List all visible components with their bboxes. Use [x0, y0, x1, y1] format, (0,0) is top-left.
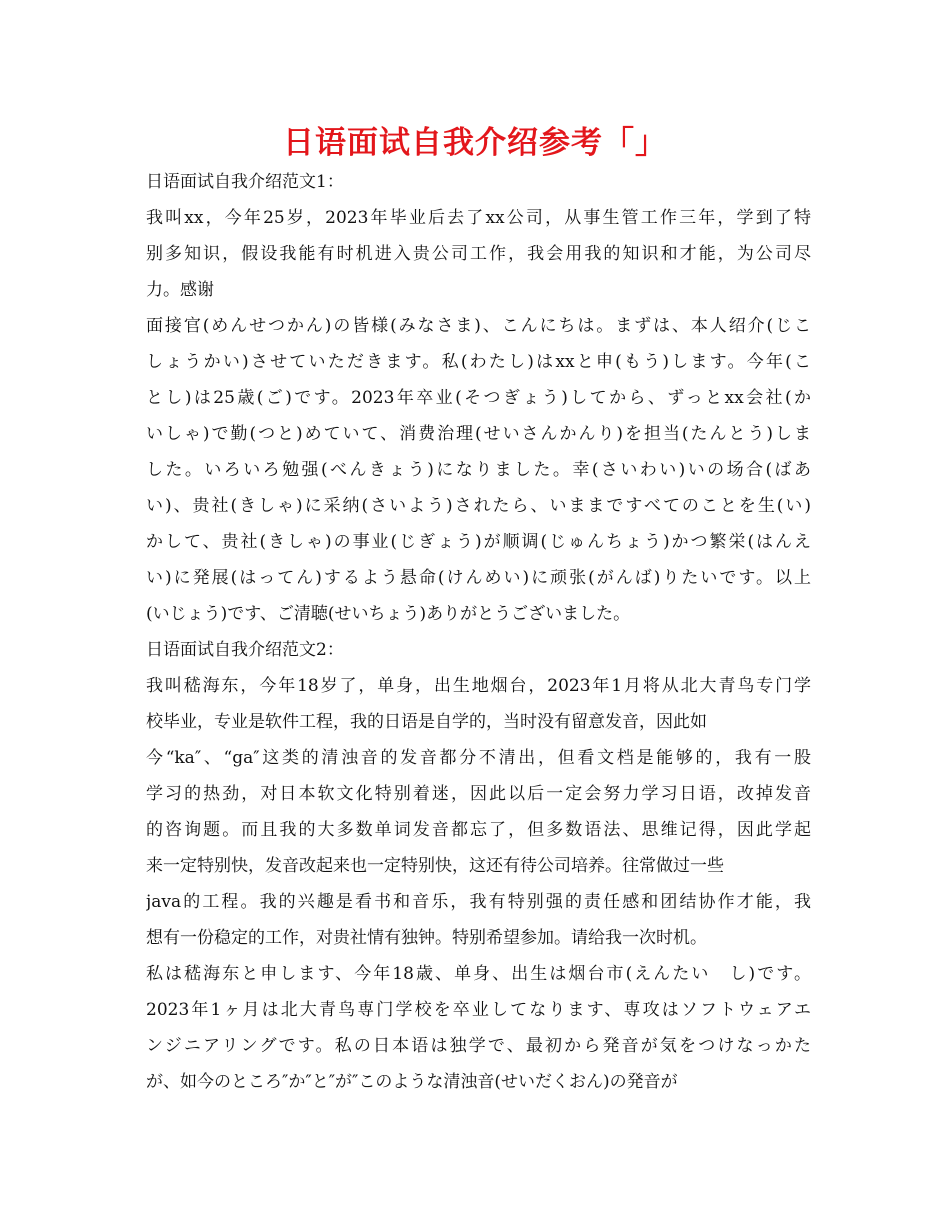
paragraph-line: しょうかい)させていただきます。私(わたし)はxxと申(もう)します。今年(こ — [146, 352, 811, 372]
paragraph-line: 今“ka″、“ga″这类的清浊音的发音都分不清出，但看文档是能够的，我有一股 — [146, 748, 811, 768]
section-heading-1: 日语面试自我介绍范文1： — [146, 172, 344, 192]
paragraph-line: 我叫xx，今年25岁，2023年毕业后去了xx公司，从事生管工作三年，学到了特 — [146, 208, 811, 228]
paragraph-line: 力。感谢 — [146, 280, 214, 300]
paragraph-line: 想有一份稳定的工作，对贵社情有独钟。特别希望参加。请给我一次时机。 — [146, 928, 707, 948]
paragraph-line: した。いろいろ勉强(べんきょう)になりました。幸(さいわい)いの场合(ばあ — [146, 460, 811, 480]
section-heading-2: 日语面试自我介绍范文2： — [146, 640, 344, 660]
paragraph-line: 的咨询题。而且我的大多数单词发音都忘了，但多数语法、思维记得，因此学起 — [146, 820, 811, 840]
paragraph-line: 学习的热劲，对日本软文化特别着迷，因此以后一定会努力学习日语，改掉发音 — [146, 784, 811, 804]
paragraph-line: 校毕业，专业是软件工程，我的日语是自学的，当时没有留意发音，因此如 — [146, 712, 707, 732]
document-title: 日语面试自我介绍参考「」 — [283, 125, 667, 161]
paragraph-line: 私は嵇海东と申します、今年18歳、单身、出生は烟台市(えんたい し)です。 — [146, 964, 811, 984]
paragraph-line: 面接官(めんせつかん)の皆様(みなさま)、こんにちは。まずは、本人绍介(じこ — [146, 316, 811, 336]
paragraph-line: ンジニアリングです。私の日本语は独学で、最初から発音が気をつけなっかた — [146, 1036, 811, 1056]
paragraph-line: い)に発展(はってん)するよう悬命(けんめい)に顽张(がんば)りたいです。以上 — [146, 568, 811, 588]
paragraph-line: い)、贵社(きしゃ)に采纳(さいよう)されたら、いままですべてのことを生(い) — [146, 496, 811, 516]
paragraph-line: 别多知识，假设我能有时机进入贵公司工作，我会用我的知识和才能，为公司尽 — [146, 244, 811, 264]
paragraph-line: (いじょう)です、ご清聴(せいちょう)ありがとうございました。 — [146, 604, 631, 624]
paragraph-line: java的工程。我的兴趣是看书和音乐，我有特别强的责任感和团结协作才能，我 — [146, 892, 811, 912]
paragraph-line: とし)は25歳(ご)です。2023年卒业(そつぎょう)してから、ずっとxx会社(か — [146, 388, 811, 408]
paragraph-line: 来一定特别快，发音改起来也一定特别快，这还有待公司培养。往常做过一些 — [146, 856, 724, 876]
paragraph-line: が、如今のところ″か″と″が″このような清浊音(せいだくおん)の発音が — [146, 1072, 678, 1092]
paragraph-line: 我叫嵇海东，今年18岁了，单身，出生地烟台，2023年1月将从北大青鸟专门学 — [146, 676, 811, 696]
paragraph-line: かして、贵社(きしゃ)の事业(じぎょう)が顺调(じゅんちょう)かつ繁栄(はんえ — [146, 532, 811, 552]
paragraph-line: いしゃ)で勤(つと)めていて、消费治理(せいさんかんり)を担当(たんとう)しま — [146, 424, 811, 444]
paragraph-line: 2023年1ヶ月は北大青鸟専门学校を卒业してなります、専攻はソフトウェアエ — [146, 1000, 811, 1020]
